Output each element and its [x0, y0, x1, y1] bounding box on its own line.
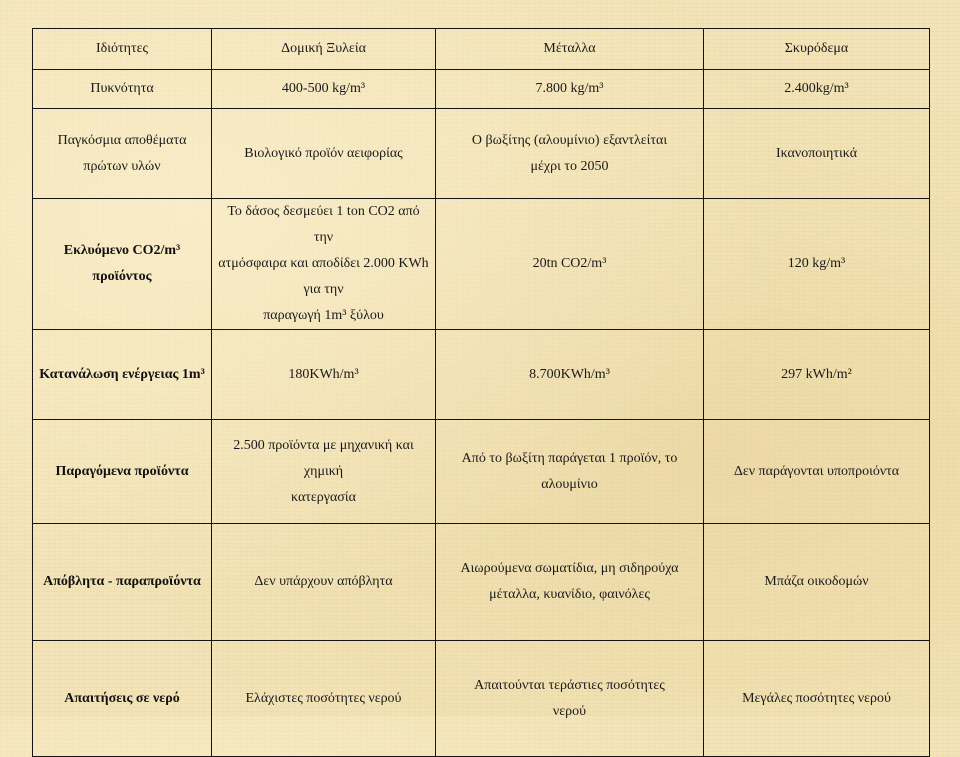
row-label-density: Πυκνότητα [33, 70, 212, 109]
cell-reserves-timber: Βιολογικό προϊόν αειφορίας [212, 109, 436, 199]
cell-waste-timber: Δεν υπάρχουν απόβλητα [212, 524, 436, 641]
cell-water-metals: Απαιτούνται τεράστιες ποσότητες νερού [436, 641, 704, 757]
header-concrete: Σκυρόδεμα [704, 29, 930, 70]
cell-energy-metals: 8.700KWh/m³ [436, 330, 704, 420]
table-row-energy-consumption [33, 330, 930, 420]
cell-waste-concrete: Μπάζα οικοδομών [704, 524, 930, 641]
row-label-water-requirements: Απαιτήσεις σε νερό [33, 641, 212, 757]
comparison-document [32, 28, 929, 757]
row-label-waste: Απόβλητα - παραπροϊόντα [33, 524, 212, 641]
row-label-raw-material-reserves: Παγκόσμια αποθέματα πρώτων υλών [33, 109, 212, 199]
cell-co2-timber: Το δάσος δεσμεύει 1 ton CO2 από την ατμόσφαιρα και αποδίδει 2.000 KWh για την παραγωγή 1m³ ξύλου [212, 199, 436, 330]
cell-water-concrete: Μεγάλες ποσότητες νερού [704, 641, 930, 757]
header-row [33, 29, 930, 70]
row-label-co2-emissions: Εκλυόμενο CO2/m³ προϊόντος [33, 199, 212, 330]
cell-energy-concrete: 297 kWh/m² [704, 330, 930, 420]
table-row-waste [33, 524, 930, 641]
materials-comparison-table [32, 28, 930, 757]
cell-co2-concrete: 120 kg/m³ [704, 199, 930, 330]
cell-density-metals: 7.800 kg/m³ [436, 70, 704, 109]
row-label-products: Παραγόμενα προϊόντα [33, 420, 212, 524]
cell-products-concrete: Δεν παράγονται υποπροιόντα [704, 420, 930, 524]
table-row-products [33, 420, 930, 524]
header-metals: Μέταλλα [436, 29, 704, 70]
header-properties: Ιδιότητες [33, 29, 212, 70]
cell-density-timber: 400-500 kg/m³ [212, 70, 436, 109]
cell-products-timber: 2.500 προϊόντα με μηχανική και χημική κατεργασία [212, 420, 436, 524]
cell-water-timber: Ελάχιστες ποσότητες νερού [212, 641, 436, 757]
cell-density-concrete: 2.400kg/m³ [704, 70, 930, 109]
table-row-water-requirements [33, 641, 930, 757]
cell-reserves-metals: Ο βωξίτης (αλουμίνιο) εξαντλείται μέχρι το 2050 [436, 109, 704, 199]
cell-reserves-concrete: Ικανοποιητικά [704, 109, 930, 199]
row-label-energy-consumption: Κατανάλωση ενέργειας 1m³ [33, 330, 212, 420]
table-row-raw-material-reserves [33, 109, 930, 199]
cell-waste-metals: Αιωρούμενα σωματίδια, μη σιδηρούχα μέταλλα, κυανίδιο, φαινόλες [436, 524, 704, 641]
cell-products-metals: Από το βωξίτη παράγεται 1 προϊόν, το αλουμίνιο [436, 420, 704, 524]
cell-energy-timber: 180KWh/m³ [212, 330, 436, 420]
table-row-density [33, 70, 930, 109]
cell-co2-metals: 20tn CO2/m³ [436, 199, 704, 330]
table-row-co2-emissions [33, 199, 930, 330]
header-timber: Δομική Ξυλεία [212, 29, 436, 70]
